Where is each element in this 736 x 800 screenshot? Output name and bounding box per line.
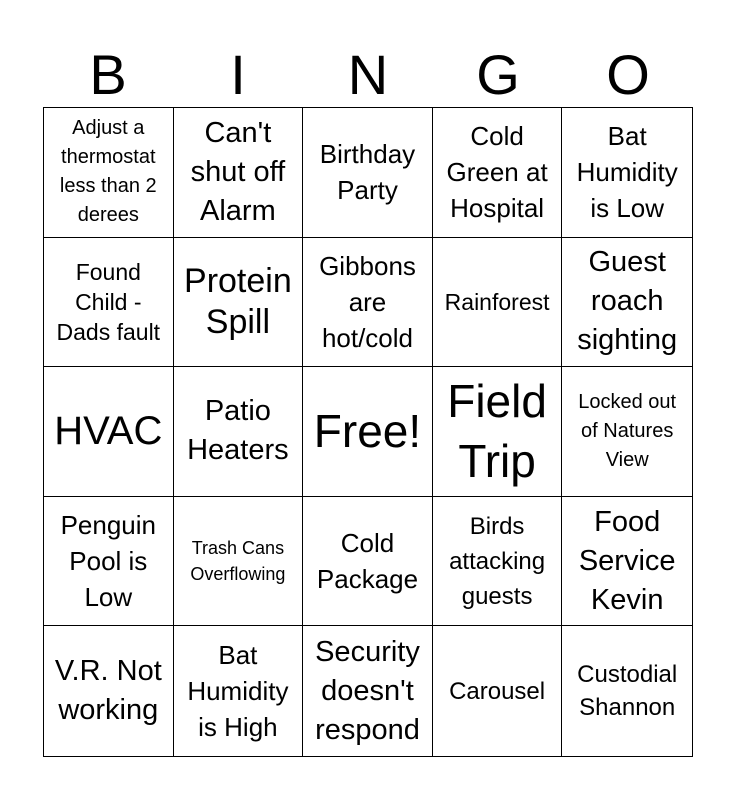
cell-label: Security doesn't respond — [315, 635, 420, 746]
header-letter-b: B — [89, 43, 127, 106]
cell-label: Protein Spill — [184, 261, 292, 341]
bingo-cell[interactable] — [44, 497, 174, 627]
header-letter-g: G — [476, 43, 520, 106]
cell-label: HVAC — [54, 409, 163, 454]
bingo-cell[interactable] — [303, 497, 433, 627]
cell-label: Birds attacking guests — [449, 512, 546, 610]
bingo-cell[interactable] — [174, 626, 304, 756]
cell-label: Guest roach sighting — [577, 246, 678, 357]
header-letter-i: I — [230, 43, 246, 106]
bingo-cell[interactable] — [303, 238, 433, 368]
bingo-cell[interactable] — [303, 626, 433, 756]
bingo-cell[interactable] — [44, 367, 174, 497]
bingo-cell[interactable] — [433, 626, 563, 756]
bingo-cell[interactable] — [174, 367, 304, 497]
cell-label: Bat Humidity is Low — [576, 121, 678, 224]
bingo-cell[interactable] — [433, 367, 563, 497]
cell-label: Carousel — [449, 677, 546, 705]
header-letter-o: O — [606, 43, 650, 106]
bingo-cell[interactable] — [44, 626, 174, 756]
bingo-cell[interactable] — [562, 238, 692, 368]
bingo-cell free-cell[interactable] — [303, 367, 433, 497]
cell-label: Locked out of Natures View — [578, 390, 677, 471]
cell-label: Food Service Kevin — [578, 505, 676, 616]
cell-label: Field Trip — [447, 375, 547, 488]
bingo-cell[interactable] — [174, 108, 304, 238]
cell-label: Found Child - Dads fault — [56, 258, 161, 345]
free-space-label: Free! — [313, 405, 422, 458]
bingo-cell[interactable] — [303, 108, 433, 238]
bingo-cell[interactable] — [174, 497, 304, 627]
bingo-cell[interactable] — [174, 238, 304, 368]
bingo-board — [43, 107, 693, 757]
cell-label: Can't shut off Alarm — [190, 116, 286, 227]
cell-label: Adjust a thermostat less than 2 derees — [59, 117, 157, 227]
cell-label: Gibbons are hot/cold — [319, 250, 416, 353]
cell-label: Cold Package — [316, 528, 419, 595]
bingo-cell[interactable] — [433, 108, 563, 238]
header-letter-n: N — [347, 43, 389, 106]
bingo-cell[interactable] — [44, 108, 174, 238]
bingo-cell[interactable] — [562, 626, 692, 756]
cell-label: Patio Heaters — [187, 395, 289, 467]
cell-label: Rainforest — [444, 288, 550, 315]
bingo-cell[interactable] — [433, 238, 563, 368]
cell-label: Bat Humidity is High — [187, 640, 289, 743]
bingo-header — [43, 44, 693, 106]
bingo-cell[interactable] — [562, 367, 692, 497]
cell-label: Cold Green at Hospital — [446, 121, 548, 224]
cell-label: Custodial Shannon — [577, 661, 678, 722]
bingo-cell[interactable] — [44, 238, 174, 368]
cell-label: Birthday Party — [319, 139, 416, 206]
cell-label: Trash Cans Overflowing — [190, 538, 286, 585]
cell-label: Penguin Pool is Low — [60, 510, 156, 613]
bingo-cell[interactable] — [562, 497, 692, 627]
bingo-cell[interactable] — [433, 497, 563, 627]
bingo-cell[interactable] — [562, 108, 692, 238]
cell-label: V.R. Not working — [54, 655, 162, 727]
